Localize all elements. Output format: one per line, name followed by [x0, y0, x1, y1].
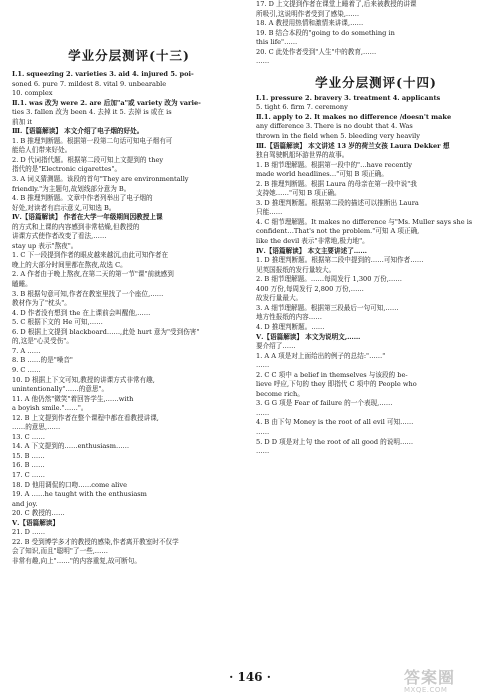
- right-answer-line: Ⅱ.1. apply to 2. It makes no difference /doesn't make: [256, 112, 452, 121]
- left-answer-line: 19. A ……he taught with the enthusiasm: [12, 490, 147, 499]
- left-answer-line: 2. D 代词指代题。根据第二段可知上文提到的 they: [12, 155, 164, 164]
- left-answer-line: 会了知识,而且"聪明"了一些,……: [12, 547, 108, 556]
- right-top-answer-line: 19. B 结合本段的"going to do something in: [256, 28, 395, 37]
- left-answer-line: 的方式和上课的内容感到非常枯燥,但教授的: [12, 222, 140, 231]
- left-answer-line: 22. B 受到博学多才的教授的感染,作者离开教室时不仅学: [12, 537, 179, 546]
- right-answer-line: 400 万份,每周发行 2,800 万份,……: [256, 284, 364, 293]
- right-answer-line: Ⅰ.1. pressure 2. bravery 3. treatment 4. applicants: [256, 93, 441, 102]
- left-answer-line: ……的意思,……: [12, 423, 61, 432]
- left-answer-line: 1. C 下一段提到作者的眼皮越来越沉,由此可知作者在: [12, 251, 169, 260]
- right-answer-line: become rich。: [256, 389, 304, 398]
- left-answer-line: soned 6. pure 7. mildest 8. vital 9. unbearable: [12, 79, 167, 88]
- right-top-answer-line: this life"……: [256, 38, 298, 47]
- right-top-answer-line: ……: [256, 57, 270, 66]
- right-answer-line: 1. D 推理判断题。根据第二段中提到的……可知作者……: [256, 256, 424, 265]
- left-answer-line: 9. C ……: [12, 365, 41, 374]
- left-answer-line: Ⅱ.1. was 改为 were 2. are 后加"a"或 variety 改为 varie-: [12, 98, 201, 107]
- right-answer-line: 要介绍了……: [256, 342, 296, 351]
- left-answer-block: [0, 70, 252, 566]
- left-answer-line: 16. B ……: [12, 461, 45, 470]
- left-answer-line: 1. B 推理判断题。根据第一段第二句话可知电子烟有可: [12, 136, 173, 145]
- right-answer-block: [252, 94, 500, 457]
- right-answer-line: any difference 3. There is no doubt that 4. Was: [256, 122, 413, 131]
- right-answer-line: 独自驾驶帆船环游世界的故事。: [256, 151, 349, 160]
- left-answer-line: Ⅳ.【语篇解读】 作者在大学一年级期间因教授上课: [12, 213, 163, 222]
- left-answer-line: 20. C 教授的……: [12, 509, 65, 518]
- section-title-14: 学业分层测评(十四): [315, 74, 437, 90]
- left-answer-line: a boyish smile."……"。: [12, 404, 88, 413]
- right-answer-line: 3. A 细节理解题。根据第三段最后一句可知,……: [256, 303, 399, 312]
- left-answer-line: 17. C ……: [12, 470, 45, 479]
- left-answer-line: stay up 表示"熬夜"。: [12, 241, 78, 250]
- right-answer-line: 5. D D 项是对上句 the root of all good 的说明……: [256, 437, 414, 446]
- right-top-answer-line: 18. A 教授用热情和激情来讲课,……: [256, 19, 364, 28]
- right-answer-line: 1. B 细节理解题。根据第一段中的"…have recently: [256, 160, 412, 169]
- watermark-main: 答案圈: [404, 668, 456, 687]
- left-answer-line: 10. complex: [12, 89, 53, 98]
- left-answer-line: 8. B ……的是"噪音": [12, 356, 73, 365]
- left-answer-line: 5. C 根据下文的 He 可知,……: [12, 318, 103, 327]
- right-answer-line: ……: [256, 408, 270, 417]
- left-answer-line: 6. D 根据上文提到 blackboard……,此处 hurt 意为"受到伤害": [12, 327, 200, 336]
- right-answer-line: ……: [256, 427, 270, 436]
- left-answer-line: 14. A 下文提到的……enthusiasm……: [12, 442, 130, 451]
- right-answer-line: 4. D 推理判断题。……: [256, 322, 325, 331]
- left-answer-line: 3. A 词义猜测题。该段的首句"They are environmentally: [12, 175, 189, 184]
- page-number: · 146 ·: [229, 670, 271, 684]
- left-answer-line: friendly."为主题句,故划线部分意为 B。: [12, 184, 131, 193]
- left-answer-line: 能给人们带来好处。: [12, 146, 72, 155]
- right-column: [252, 0, 500, 457]
- right-answer-line: 2. B 推理判断题。根据 Laura 的母亲在第一段中说"我: [256, 179, 417, 188]
- left-column: [0, 0, 252, 566]
- right-answer-line: 4. C 细节理解题。It makes no difference 与"Ms. Muller says she is: [256, 217, 473, 226]
- right-top-answer-block: [252, 0, 500, 67]
- left-answer-line: 瞌睡。: [12, 280, 32, 289]
- right-top-answer-line: 所吸引,这说明作者受到了感染,……: [256, 9, 360, 18]
- left-answer-line: 教材作为了"枕头"。: [12, 299, 71, 308]
- right-answer-line: 地方性报纸的内容……: [256, 313, 322, 322]
- left-answer-line: and joy.: [12, 499, 38, 508]
- left-answer-line: 指代的是"Electronic cigarettes"。: [12, 165, 122, 174]
- right-answer-line: 故发行量最大。: [256, 294, 303, 303]
- right-answer-line: thrown in the field when 5. bleeding very heavily: [256, 132, 420, 141]
- right-answer-line: made world headlines…"可知 B 项正确。: [256, 170, 388, 179]
- right-top-answer-line: 20. C 此处作者受到"人生"中的教育,……: [256, 47, 377, 56]
- right-answer-line: Ⅳ.【语篇解读】 本文主要讲述了……: [256, 246, 367, 255]
- left-answer-line: 12. B 上文提到作者在整个课程中都在看教授讲课,: [12, 413, 159, 422]
- left-answer-line: 晚上的大部分时间里都在熬夜,故选 C。: [12, 260, 127, 269]
- right-answer-line: 只能……: [256, 208, 283, 217]
- left-answer-line: 好处,对读者有启示意义,可知选 B。: [12, 203, 116, 212]
- left-answer-line: unintentionally"……的意思"。: [12, 385, 109, 394]
- left-answer-line: 4. D 作者没有想到 the 在上课前会叫醒他,……: [12, 308, 151, 317]
- left-answer-line: 10. D 根据上下文可知,教授的讲课方式非常有趣,: [12, 375, 155, 384]
- right-answer-line: 2. C C 项中 a belief in themselves 与该段的 be-: [256, 370, 408, 379]
- right-answer-line: Ⅲ.【语篇解读】 本文讲述 13 岁的荷兰女孩 Laura Dekker 想: [256, 141, 450, 150]
- right-top-answer-line: 17. D 上文提到作者在课堂上睡着了,后来被教授的讲课: [256, 0, 417, 8]
- left-answer-line: 7. A ……: [12, 346, 41, 355]
- right-answer-line: 1. A A 项是对上面给出的例子的总结:"……": [256, 351, 386, 360]
- right-answer-line: 4. B 由下句 Money is the root of all evil 可知……: [256, 418, 414, 427]
- right-answer-line: ……: [256, 361, 270, 370]
- left-answer-line: 13. C ……: [12, 432, 45, 441]
- left-answer-line: ties 3. fallen 改为 been 4. 去掉 it 5. 去掉 is 或在 is: [12, 108, 172, 117]
- section-title-13: 学业分层测评(十三): [68, 48, 190, 63]
- left-answer-line: Ⅰ.1. squeezing 2. varieties 3. aid 4. injured 5. poi-: [12, 70, 194, 78]
- left-answer-line: 4. B 推理判断题。文章中作者列举出了电子烟的: [12, 194, 153, 203]
- left-answer-line: Ⅲ.【语篇解读】 本文介绍了电子烟的好处。: [12, 127, 144, 136]
- left-answer-line: 18. D 他用调侃的口吻……come alive: [12, 480, 127, 489]
- right-answer-line: like the devil 表示"非常地,极力地"。: [256, 237, 369, 246]
- left-answer-line: 11. A 他仍然"微笑"着回答学生,……with: [12, 394, 134, 403]
- left-answer-line: Ⅴ.【语篇解读】: [12, 518, 59, 527]
- watermark-sub: MXQE.COM: [404, 686, 448, 694]
- right-answer-line: 5. tight 6. firm 7. ceremony: [256, 103, 348, 112]
- left-answer-line: 21. D ……: [12, 528, 46, 537]
- left-answer-line: 3. B 根据句意可知,作者在教室里找了一个座位,……: [12, 289, 164, 298]
- left-answer-line: 15. B ……: [12, 451, 45, 460]
- watermark-logo: [404, 669, 496, 697]
- right-answer-line: 支持她……"可知 B 项正确。: [256, 189, 341, 198]
- left-answer-line: 非常有趣,向上"……"的内容重复,故可断句。: [12, 556, 141, 565]
- left-answer-line: 2. A 作者由于晚上熬夜,在第二天的第一节"课"前就感到: [12, 270, 174, 279]
- right-answer-line: 3. D 推理判断题。根据第二段的描述可以推断出 Laura: [256, 198, 419, 207]
- right-answer-line: lieve 呼应,下句的 they 即指代 C 项中的 People who: [256, 380, 417, 389]
- left-answer-line: 讲课方式使作者改变了看法,……: [12, 232, 107, 241]
- left-answer-line: 的,这是"心灵受伤"。: [12, 337, 73, 346]
- right-answer-line: confident…That's not the problem."可知 A 项正确,: [256, 227, 420, 236]
- right-answer-line: Ⅴ.【语篇解读】 本文为说明文,……: [256, 332, 361, 341]
- right-answer-line: 见英国报纸的发行量较大。: [256, 265, 336, 274]
- right-answer-line: 2. B 细节理解题。……每周发行 1,300 万份,……: [256, 275, 402, 284]
- right-answer-line: 3. G G 项是 Fear of failure 的一个表现,……: [256, 399, 393, 408]
- left-answer-line: 前加 it: [12, 117, 33, 126]
- right-answer-line: ……: [256, 447, 270, 456]
